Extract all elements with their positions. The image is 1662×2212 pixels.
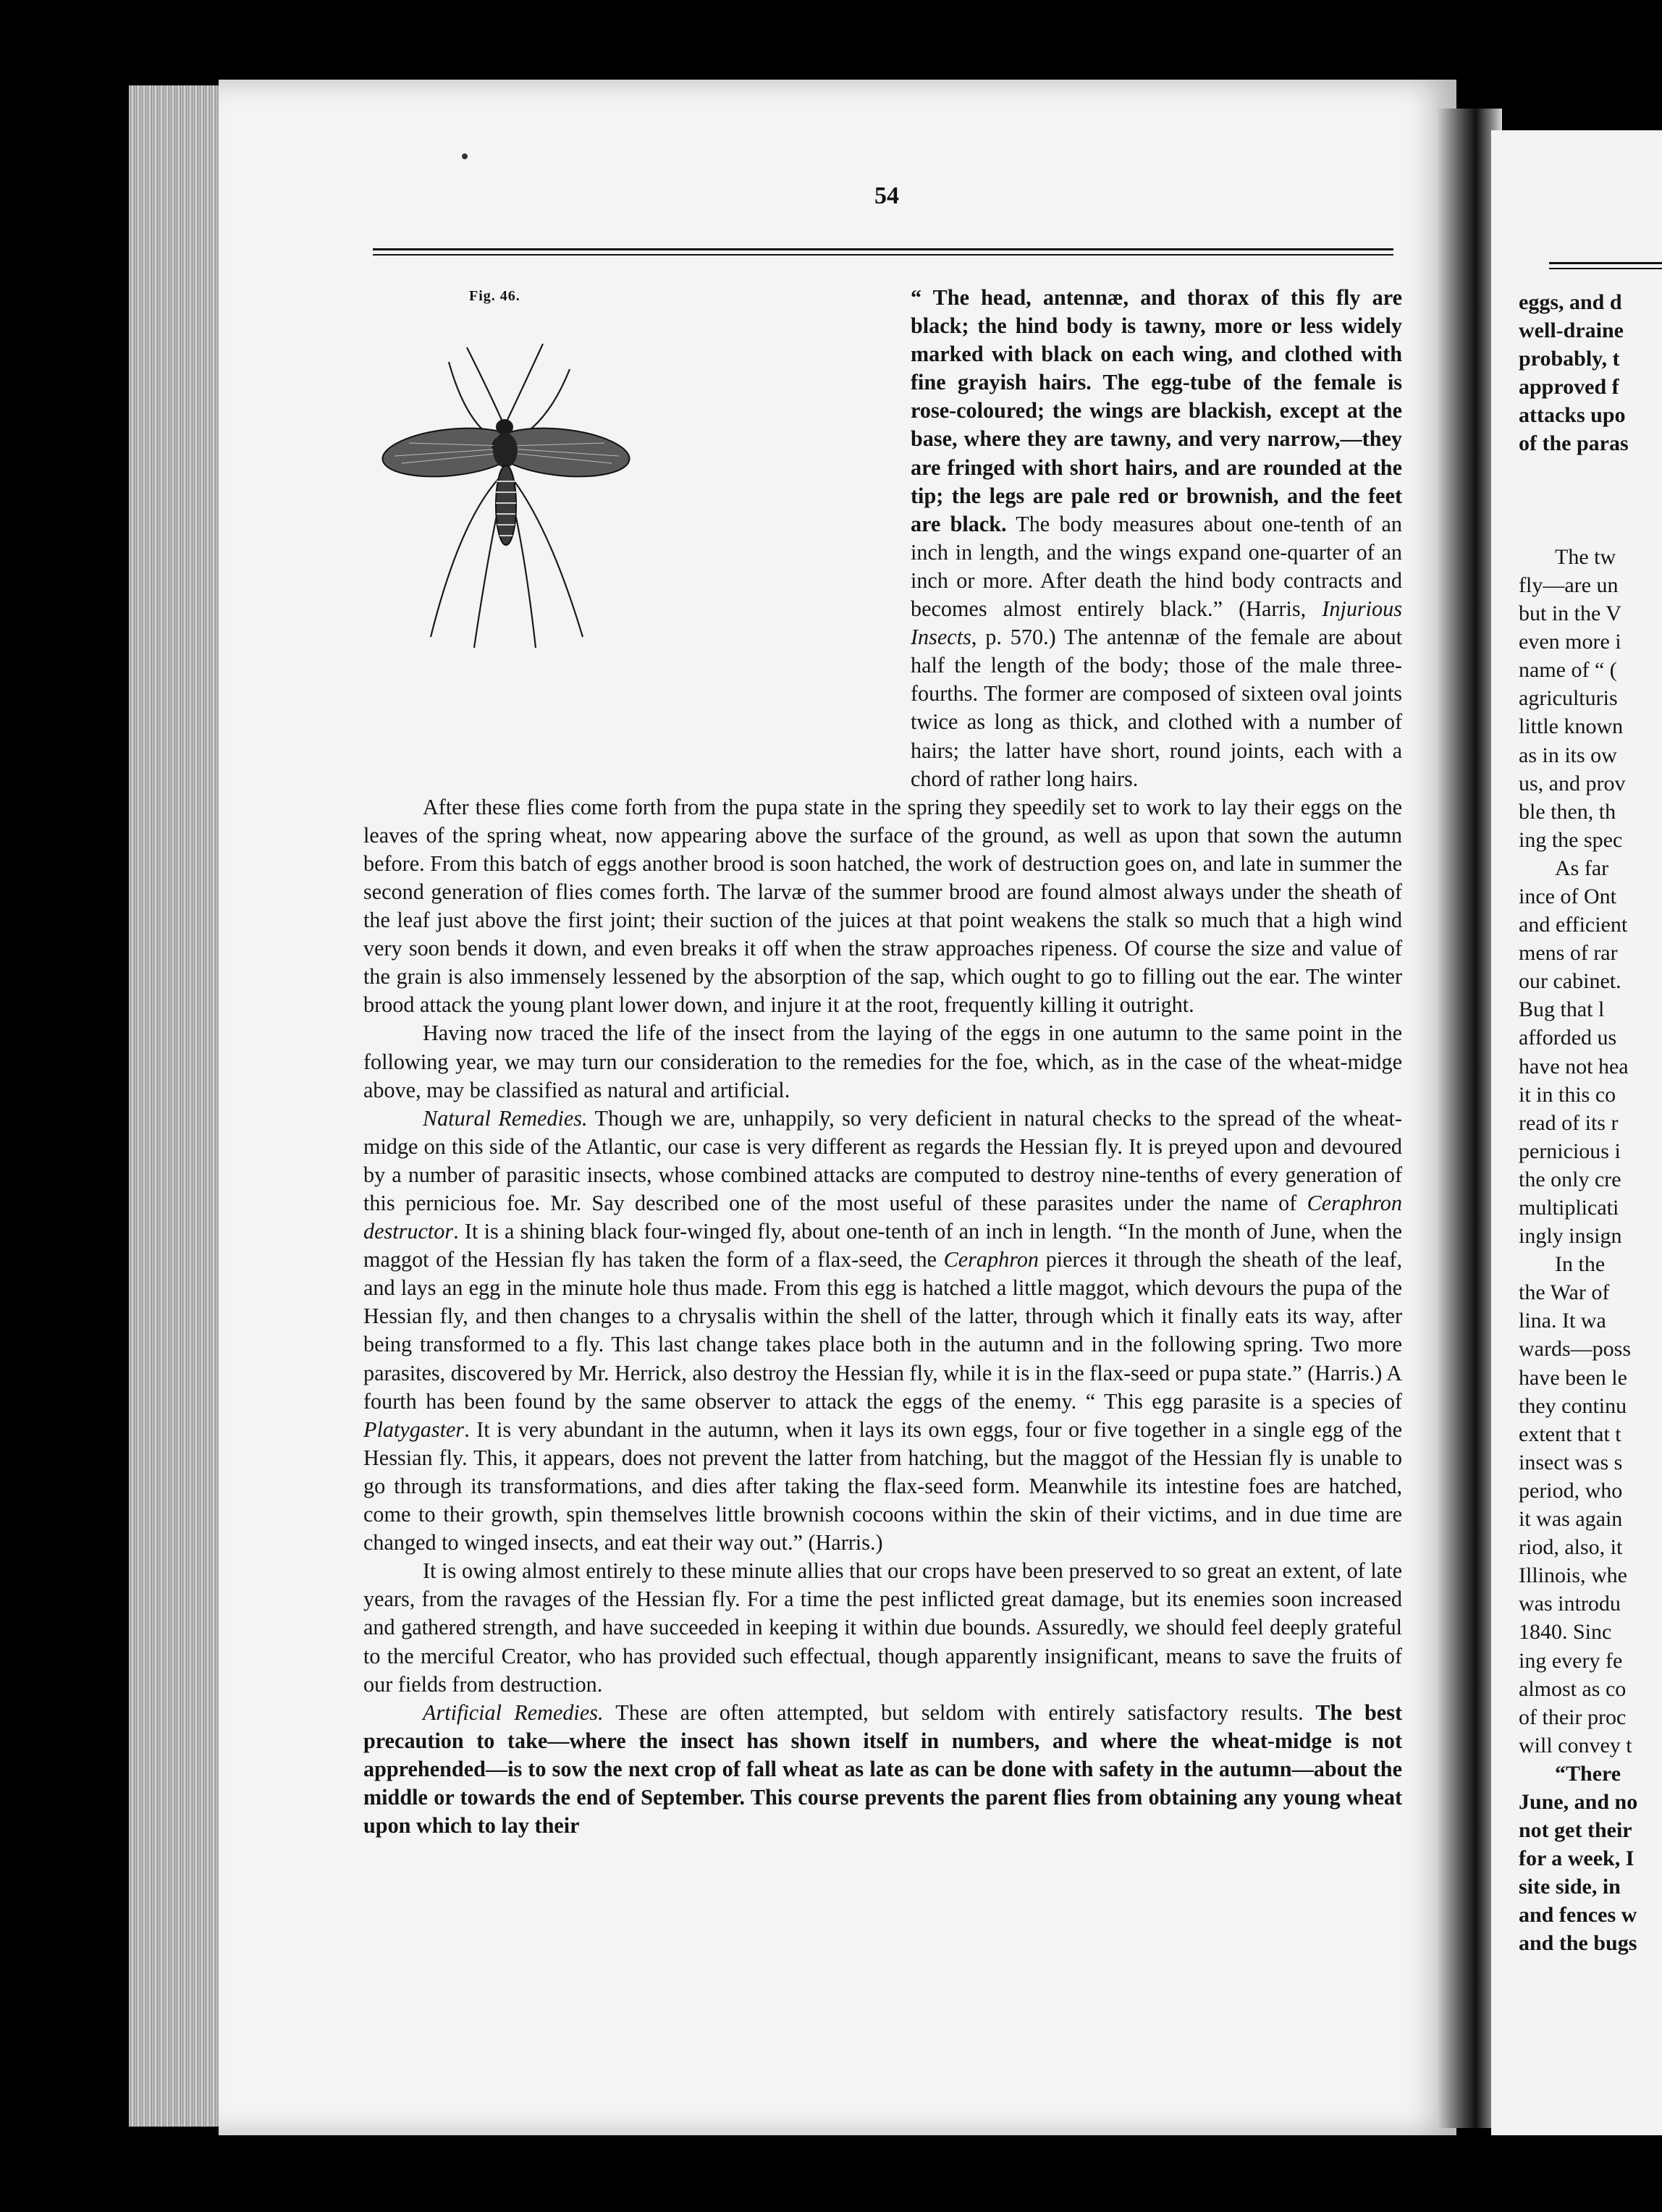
ceraphron-destructor: Ceraphron destructor: [363, 1191, 1402, 1244]
right-page-line: fly—are un: [1519, 573, 1619, 597]
right-page-line: The tw: [1555, 544, 1616, 569]
right-page-line: for a week, I: [1519, 1846, 1634, 1871]
right-page-line: period, who: [1519, 1478, 1623, 1503]
paragraph-natural-remedies: Natural Remedies. Though we are, unhappily, so very deficient in natural checks to the spread of the wheat-midge on this side of the Atlantic, our case is very different as regards the Hessian fly. It is preyed upon and devoured by a number of parasitic insects, whose combined attacks are computed to destroy nine-tenths of every generation of this pernicious foe. Mr. Say described one of the most useful of these parasites under the name of Ceraphron destructor. It is a shining black four-winged fly, about one-tenth of an inch in length. “In the month of June, when the maggot of the Hessian fly has taken the form of a flax-seed, the Ceraphron pierces it through the sheath of the leaf, and lays an egg in the minute hole thus made. From this egg is hatched a little maggot, which devours the pupa of the Hessian fly, and then changes to a chrysalis within the shell of the latter, through which it finally eats its way, after being transformed to a fly. This last change takes place both in the autumn and in the following spring. Two more parasites, discovered by Mr. Herrick, also destroy the Hessian fly, while it is in the flax-seed or pupa state.” (Harris.) A fourth has been found by the same observer to attack the eggs of the enemy. “ This egg parasite is a species of Platygaster. It is very abundant in the autumn, when it lays its own eggs, four or five together in a single egg of the Hessian fly. This, it appears, does not prevent the latter from hatching, but the maggot of the Hessian fly is unable to go through its transformations, and dies after taking the flax-seed form. Meanwhile its intestine foes are hatched, come to their growth, spin themselves little brownish cocoons within the skin of their victims, and in due time are changed to winged insects, and eat their way out.” (Harris.): [363, 1105, 1403, 1555]
right-page-line: probably, t: [1519, 347, 1620, 371]
figure-wrap-text: [363, 284, 1402, 793]
right-page-line: even more i: [1519, 630, 1621, 654]
right-page-line: as in its ow: [1519, 743, 1617, 767]
right-page-line: mens of rar: [1519, 941, 1618, 966]
right-page-line: not get their: [1519, 1818, 1632, 1843]
right-page-line: [1519, 515, 1662, 543]
right-page-text: [1519, 288, 1662, 1958]
right-page-line: us, and prov: [1519, 771, 1626, 795]
figure-label: Fig. 46.: [469, 288, 520, 304]
right-page-line: and fences w: [1519, 1903, 1637, 1928]
right-page-line: ince of Ont: [1519, 884, 1616, 908]
antennae-description: , p. 570.) The antennæ of the female are about half the length of the body; those of the male three-fourths. The former are composed of sixteen oval joints twice as long as thick, and clothed with a number of hairs; the latter have short, round joints, each with a chord of rather long hairs.: [911, 625, 1402, 791]
description-quote-bold: “ The head, antennæ, and thorax of this fly are black; the hind body is tawny, more or less widely marked with black on each wing, and clothed with fine grayish hairs. The egg-tube of the female is rose-coloured; the wings are blackish, except at the base, where they are tawny, and very narrow,—they are fringed with short hairs, and are rounded at the tip; the legs are pale red or brownish, and the feet are black.: [911, 285, 1402, 536]
right-page-line: [1519, 458, 1662, 486]
natural-remedies-heading: Natural Remedies.: [423, 1105, 588, 1131]
right-page-line: and efficient: [1519, 913, 1628, 937]
right-page-line: [1519, 486, 1662, 515]
right-page-line: insect was s: [1519, 1450, 1623, 1474]
right-page-line: Illinois, whe: [1519, 1563, 1627, 1588]
right-page-line: afforded us: [1519, 1026, 1617, 1050]
right-page-line: 1840. Sinc: [1519, 1620, 1612, 1645]
right-page-line: lina. It wa: [1519, 1309, 1606, 1333]
right-page-line: our cabinet.: [1519, 969, 1621, 994]
right-page-line: ingly insign: [1519, 1224, 1622, 1249]
right-page-line: ing the spec: [1519, 827, 1623, 852]
harris-reference: Injurious Insects: [911, 596, 1402, 650]
paragraph-remedies-intro: Having now traced the life of the insect from the laying of the eggs in one autumn to the same point in the following year, we may turn our consideration to the remedies for the foe, which, as in the case of the wheat-midge above, may be classified as natural and artificial.: [363, 1021, 1402, 1102]
right-page-line: As far: [1555, 856, 1609, 880]
right-page-line: will convey t: [1519, 1733, 1632, 1757]
right-page-line: the only cre: [1519, 1167, 1621, 1191]
right-page-line: it was again: [1519, 1507, 1623, 1532]
right-page-line: name of “ (: [1519, 658, 1617, 683]
right-page-line: have not hea: [1519, 1054, 1629, 1078]
paragraph-artificial-remedies: Artificial Remedies. These are often attempted, but seldom with entirely satisfactory results. The best precaution to take—where the insect has shown itself in numbers, and where the wheat-midge is not apprehended—is to sow the next crop of fall wheat as late as can be done with safety in the autumn—about the middle or towards the end of September. This course prevents the parent flies from obtaining any young wheat upon which to lay their: [363, 1700, 1403, 1839]
right-page-line: site side, in: [1519, 1875, 1621, 1899]
right-page-line: and the bugs: [1519, 1931, 1637, 1956]
right-page-line: approved f: [1519, 375, 1619, 400]
right-page-line: ing every fe: [1519, 1648, 1623, 1673]
right-page-line: “There: [1555, 1761, 1621, 1786]
right-page-line: have been le: [1519, 1365, 1627, 1390]
right-page-line: little known: [1519, 714, 1624, 739]
right-page-line: extent that t: [1519, 1422, 1621, 1446]
artificial-remedies-heading: Artificial Remedies.: [423, 1700, 604, 1725]
ceraphron: Ceraphron: [943, 1247, 1039, 1272]
header-rule: [373, 248, 1393, 256]
right-page-line: almost as co: [1519, 1676, 1627, 1701]
right-page-line: multiplicati: [1519, 1196, 1619, 1220]
right-page-line: well-draine: [1519, 318, 1624, 343]
page-number: 54: [874, 182, 899, 209]
right-page-line: they continu: [1519, 1393, 1627, 1418]
platygaster: Platygaster: [363, 1417, 465, 1442]
paragraph-life-cycle: After these flies come forth from the pupa state in the spring they speedily set to work to lay their eggs on the leaves of the spring wheat, now appearing above the surface of the ground, as well as upon that sown the autumn before. From this batch of eggs another brood is soon hatched, the work of destruction goes on, and late in summer the second generation of flies comes forth. The larvæ of the summer brood are found almost always under the sheath of the leaf just above the first joint; their suction of the juices at that point weakens the stalk so much that a high wind very soon bends it down, and even breaks it off when the straw approaches ripeness. Of course the size and value of the grain is also immensely lessened by the absorption of the sap, which ought to go to filling out the ear. The winter brood attack the young plant lower down, and injure it at the root, frequently killing it outright.: [363, 794, 1402, 1018]
right-page-line: the War of: [1519, 1280, 1610, 1305]
right-page-line: of the paras: [1519, 431, 1629, 456]
right-page-line: Bug that l: [1519, 997, 1605, 1022]
right-page-line: attacks upo: [1519, 403, 1626, 428]
right-page-line: riod, also, it: [1519, 1535, 1623, 1560]
sowing-advice: The best precaution to take—where the insect has shown itself in numbers, and where the wheat-midge is not apprehended—is to sow the next crop of fall wheat as late as can be done with safety in the autumn—about the middle or towards the end of September. This course prevents the parent flies from obtaining any young wheat upon which to lay their: [363, 1700, 1403, 1839]
right-page-line: it in this co: [1519, 1082, 1616, 1107]
right-page-header-rule: [1549, 262, 1662, 269]
description-quote: The body measures about one-tenth of an inch in length, and the wings expand one-quarter of an inch or more. After death the hind body contracts and becomes almost entirely black.” (Harris,: [911, 511, 1402, 622]
right-page-line: eggs, and d: [1519, 290, 1622, 314]
right-page-line: June, and no: [1519, 1789, 1638, 1814]
right-page-line: ble then, th: [1519, 799, 1616, 824]
right-page-line: In the: [1555, 1252, 1606, 1277]
right-page-line: pernicious i: [1519, 1139, 1621, 1163]
page-body: [363, 284, 1402, 1840]
right-page-line: was introdu: [1519, 1592, 1621, 1616]
right-page-line: but in the V: [1519, 601, 1621, 626]
right-page-line: of their proc: [1519, 1705, 1627, 1729]
ink-speck: [462, 153, 468, 159]
right-page-line: wards—poss: [1519, 1337, 1631, 1362]
paragraph-allies: It is owing almost entirely to these minute allies that our crops have been preserved to so great an extent, of late years, from the ravages of the Hessian fly. For a time the pest inflicted great damage, but its enemies soon increased and gathered strength, and have succeeded in keeping it within due bounds. Assuredly, we should feel deeply grateful to the merciful Creator, who has provided such effectual, though apparently insignificant, means to save the fruits of our fields from destruction.: [363, 1558, 1402, 1697]
right-page-line: read of its r: [1519, 1110, 1619, 1135]
right-page-line: agriculturis: [1519, 686, 1618, 711]
